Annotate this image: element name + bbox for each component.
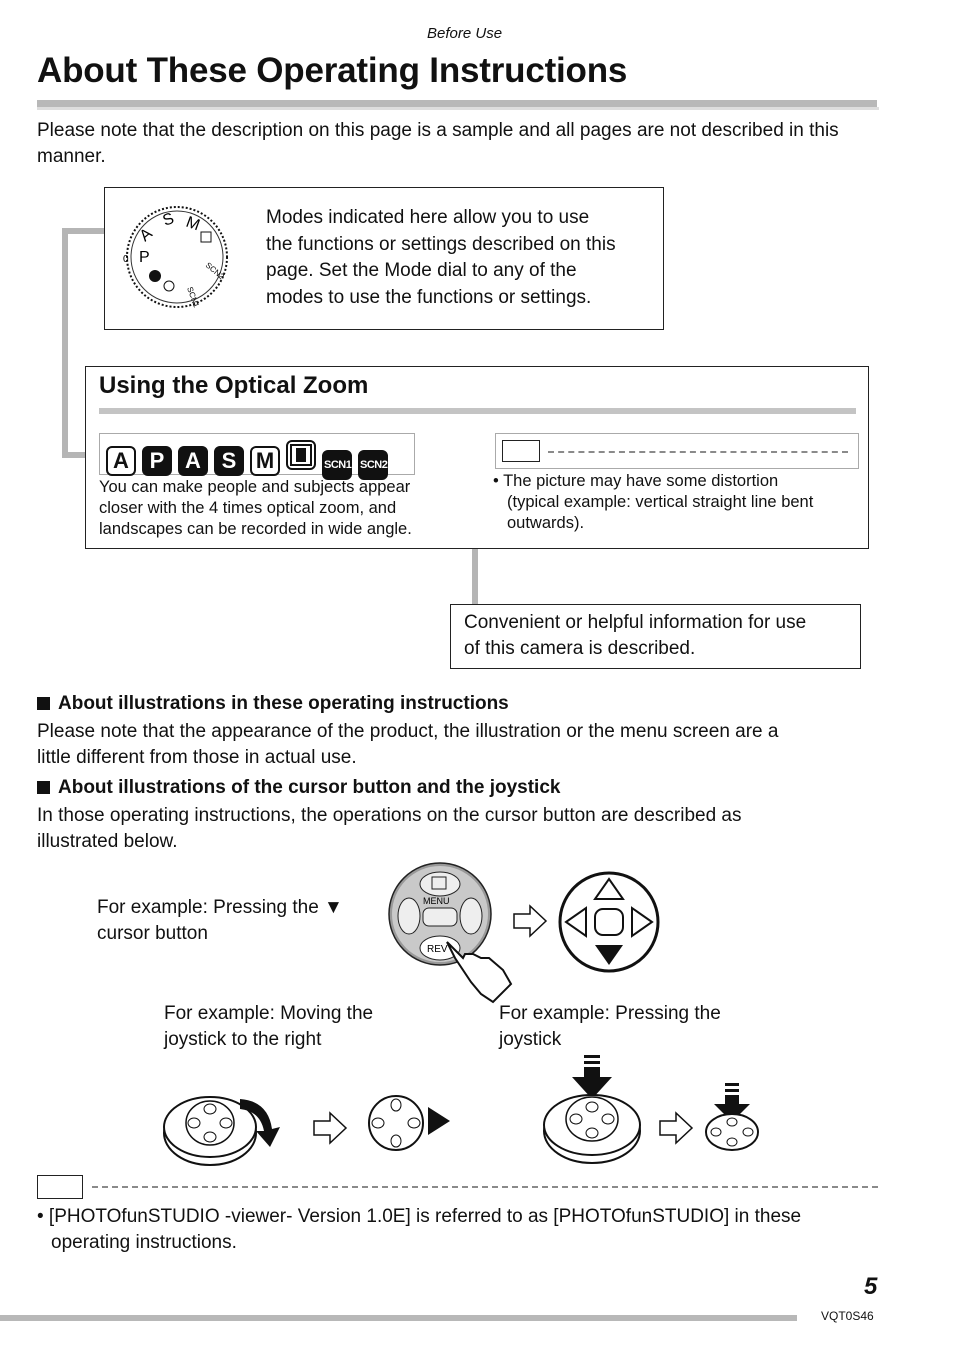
illustrations-heading-text: About illustrations in these operating instructions	[58, 693, 509, 714]
note-line-2: operating instructions.	[51, 1232, 237, 1253]
title-rule	[37, 100, 877, 107]
menu-label: MENU	[423, 896, 450, 906]
sample-note-line-1: • The picture may have some distortion	[493, 472, 779, 490]
illustrations-line-2: little different from those in actual use.	[37, 747, 357, 768]
dial-label-scn2: SCN2	[203, 260, 226, 282]
doc-code: VQT0S46	[821, 1309, 874, 1323]
dial-label-s: S	[160, 210, 177, 230]
note-line-1: • [PHOTOfunSTUDIO -viewer- Version 1.0E] is referred to as [PHOTOfunSTUDIO] in these	[37, 1206, 802, 1227]
sample-desc-line-1: You can make people and subjects appear	[99, 478, 411, 496]
mode-icon-scn1: SCN1	[322, 450, 352, 480]
arrow-right-icon	[658, 1111, 694, 1145]
section-label: Before Use	[427, 25, 503, 42]
mode-dial-box	[104, 187, 664, 330]
joystick-press-icon	[704, 1082, 762, 1152]
example1-line-2: cursor button	[97, 923, 208, 944]
example3-line-1: For example: Pressing the	[499, 1003, 721, 1024]
movie-mode-icon	[286, 440, 316, 470]
cursor-button-illustration	[385, 862, 520, 1004]
connector-line-mode	[62, 228, 68, 458]
mode-icon-scn2: SCN2	[358, 450, 388, 480]
note-header	[495, 433, 859, 469]
illustrations-line-1: Please note that the appearance of the product, the illustration or the menu screen are a	[37, 721, 779, 742]
joystick-press-illustration	[540, 1055, 645, 1167]
page-title: About These Operating Instructions	[37, 51, 628, 90]
info-box-line-1: Convenient or helpful information for use	[464, 612, 807, 633]
sample-desc-line-2: closer with the 4 times optical zoom, and	[99, 499, 397, 517]
note-dash-line	[548, 451, 848, 453]
cursor-pad-down-icon	[557, 871, 661, 973]
sample-section-box	[85, 366, 869, 549]
footer-rule	[0, 1315, 797, 1321]
memo-icon	[502, 440, 540, 462]
sample-note-line-3: outwards).	[507, 514, 585, 532]
intro-text: Please note that the description on this page is a sample and all pages are not described in this manner.	[37, 120, 839, 167]
info-box-line-2: of this camera is described.	[464, 638, 696, 659]
dial-label-scn1: SCN1	[185, 285, 201, 309]
arrow-right-icon	[312, 1111, 348, 1145]
cursor-line-1: In those operating instructions, the operations on the cursor button are described as	[37, 805, 742, 826]
joystick-right-icon	[366, 1093, 456, 1153]
page-number: 5	[864, 1273, 878, 1300]
cursor-heading	[37, 777, 560, 799]
svg-text:0: 0	[123, 254, 129, 265]
connector-line-mode-top	[62, 228, 105, 234]
example2-line-1: For example: Moving the	[164, 1003, 374, 1024]
mode-box-line-3: page. Set the Mode dial to any of the	[266, 260, 577, 281]
mode-icon-manual: M	[250, 446, 280, 476]
example3-line-2: joystick	[499, 1029, 562, 1050]
joystick-tilt-illustration	[160, 1085, 285, 1167]
mode-dial-icon	[115, 202, 235, 312]
dial-label-a: A	[136, 225, 156, 246]
example2-line-2: joystick to the right	[164, 1029, 322, 1050]
mode-icon-program: P	[142, 446, 172, 476]
mode-box-line-4: modes to use the functions or settings.	[266, 286, 592, 308]
sample-title-rule	[99, 408, 856, 414]
bullet-square-icon	[37, 697, 50, 710]
bullet-square-icon	[37, 781, 50, 794]
sample-desc-line-3: landscapes can be recorded in wide angle.	[99, 520, 412, 538]
example1-line-1: For example: Pressing the ▼	[97, 897, 343, 918]
mode-icon-aperture: A	[178, 446, 208, 476]
cursor-heading-text: About illustrations of the cursor button and the joystick	[58, 777, 561, 798]
mode-icon-intelligent-auto: A	[106, 446, 136, 476]
memo-icon	[37, 1175, 83, 1199]
rev-label: REV	[427, 944, 448, 955]
mode-box-line-1: Modes indicated here allow you to use	[266, 207, 590, 228]
title-rule-shadow	[37, 107, 879, 110]
illustrations-heading	[37, 693, 509, 715]
cursor-line-2: illustrated below.	[37, 831, 178, 852]
mode-icon-shutter: S	[214, 446, 244, 476]
info-box	[450, 604, 861, 669]
mode-box-line-2: the functions or settings described on this	[266, 233, 616, 255]
sample-note-line-2: (typical example: vertical straight line bent	[507, 493, 814, 511]
dial-label-p: P	[139, 249, 150, 266]
arrow-right-icon	[512, 904, 548, 938]
mode-icons-row	[99, 433, 415, 475]
sample-title: Using the Optical Zoom	[99, 372, 369, 399]
dial-label-m: M	[183, 213, 202, 235]
note-dash-line	[92, 1186, 878, 1188]
